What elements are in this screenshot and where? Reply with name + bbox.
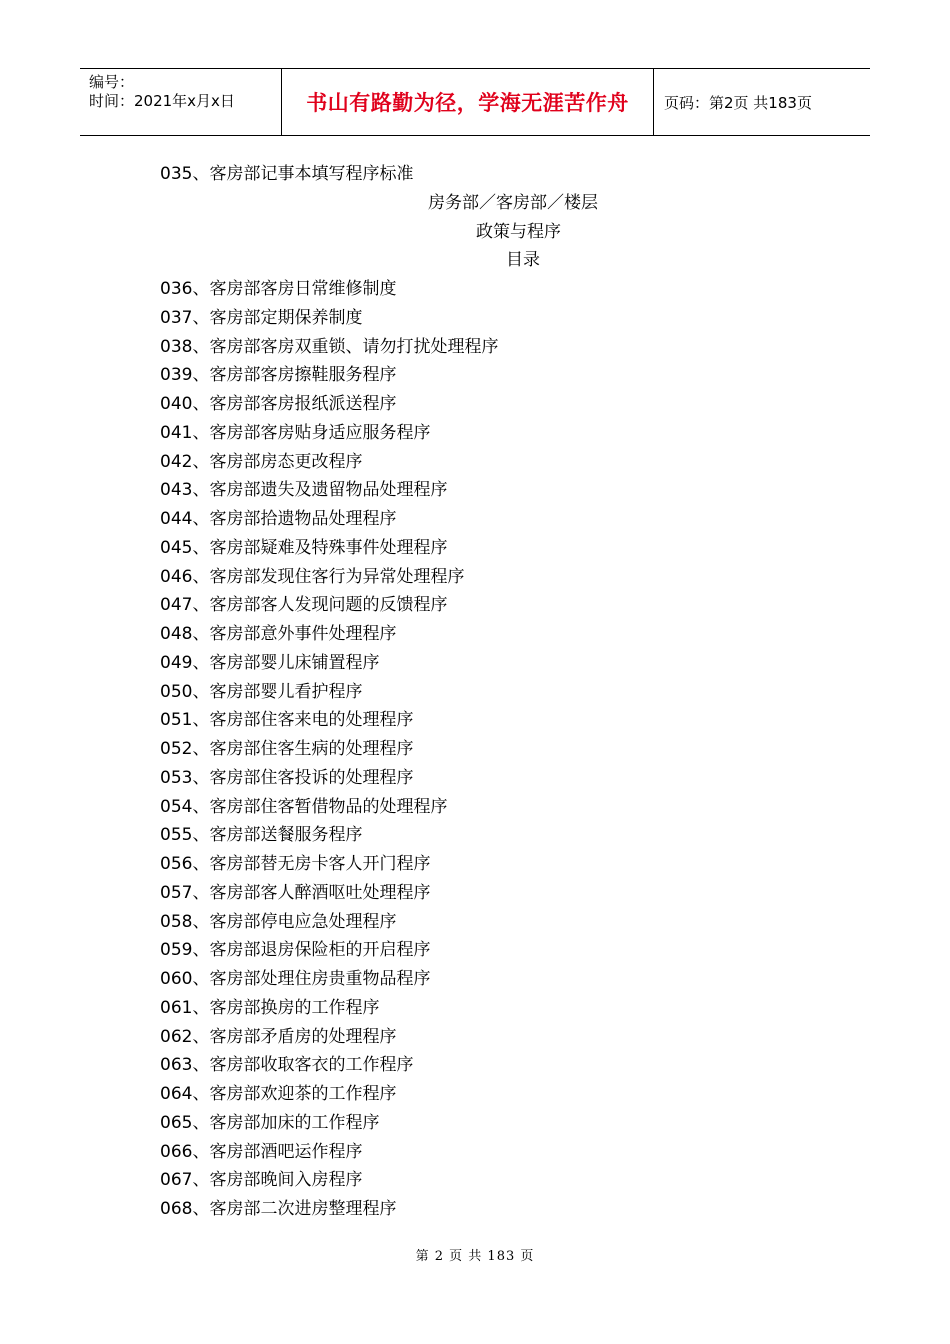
list-item: 044、客房部拾遗物品处理程序 <box>160 509 397 529</box>
toc-list <box>160 275 860 1224</box>
list-item: 041、客房部客房贴身适应服务程序 <box>160 422 431 443</box>
header-motto: 书山有路勤为径，学海无涯苦作舟 <box>282 69 654 135</box>
list-item: 054、客房部住客暂借物品的处理程序 <box>160 796 448 817</box>
list-item: 062、客房部矛盾房的处理程序 <box>160 1026 397 1047</box>
list-item: 056、客房部替无房卡客人开门程序 <box>160 854 431 874</box>
list-item: 048、客房部意外事件处理程序 <box>160 624 397 644</box>
list-item: 059、客房部退房保险柜的开启程序 <box>160 940 431 961</box>
list-item: 050、客房部婴儿看护程序 <box>160 681 363 702</box>
list-item: 055、客房部送餐服务程序 <box>160 825 363 846</box>
document-body <box>160 160 860 1224</box>
list-item: 045、客房部疑难及特殊事件处理程序 <box>160 537 448 558</box>
list-item: 065、客房部加床的工作程序 <box>160 1112 380 1133</box>
list-item: 042、客房部房态更改程序 <box>160 451 363 472</box>
list-item: 053、客房部住客投诉的处理程序 <box>160 767 414 788</box>
list-item: 040、客房部客房报纸派送程序 <box>160 394 397 414</box>
list-item: 043、客房部遗失及遗留物品处理程序 <box>160 480 448 501</box>
list-item: 052、客房部住客生病的处理程序 <box>160 739 414 759</box>
list-item: 068、客房部二次进房整理程序 <box>160 1199 397 1219</box>
list-item: 064、客房部欢迎茶的工作程序 <box>160 1084 397 1104</box>
list-item: 057、客房部客人醉酒呕吐处理程序 <box>160 882 431 903</box>
list-item: 066、客房部酒吧运作程序 <box>160 1141 363 1162</box>
list-item: 067、客房部晚间入房程序 <box>160 1170 363 1191</box>
time-label: 时间：2021年x月x日 <box>89 92 235 110</box>
list-item: 039、客房部客房擦鞋服务程序 <box>160 365 397 386</box>
list-item: 051、客房部住客来电的处理程序 <box>160 710 414 731</box>
page-header <box>80 68 870 136</box>
list-item: 037、客房部定期保养制度 <box>160 307 363 328</box>
section-subtitle: 政策与程序 <box>476 221 561 242</box>
list-item: 058、客房部停电应急处理程序 <box>160 911 397 932</box>
toc-heading: 目录 <box>506 250 540 271</box>
list-item: 036、客房部客房日常维修制度 <box>160 279 397 299</box>
header-meta-cell <box>80 69 282 135</box>
list-item: 061、客房部换房的工作程序 <box>160 997 380 1018</box>
list-item: 047、客房部客人发现问题的反馈程序 <box>160 595 448 616</box>
list-item: 046、客房部发现住客行为异常处理程序 <box>160 566 465 587</box>
list-item: 038、客房部客房双重锁、请勿打扰处理程序 <box>160 336 499 357</box>
list-item: 049、客房部婴儿床铺置程序 <box>160 652 380 673</box>
list-item: 035、客房部记事本填写程序标准 <box>160 164 414 184</box>
list-item: 060、客房部处理住房贵重物品程序 <box>160 969 431 989</box>
page-footer: 第 2 页 共 183 页 <box>415 1249 535 1264</box>
section-department: 房务部／客房部／楼层 <box>428 192 598 213</box>
header-page-info: 页码：第2页 共183页 <box>664 93 812 112</box>
list-item: 063、客房部收取客衣的工作程序 <box>160 1055 414 1076</box>
code-label: 编号： <box>89 73 135 91</box>
